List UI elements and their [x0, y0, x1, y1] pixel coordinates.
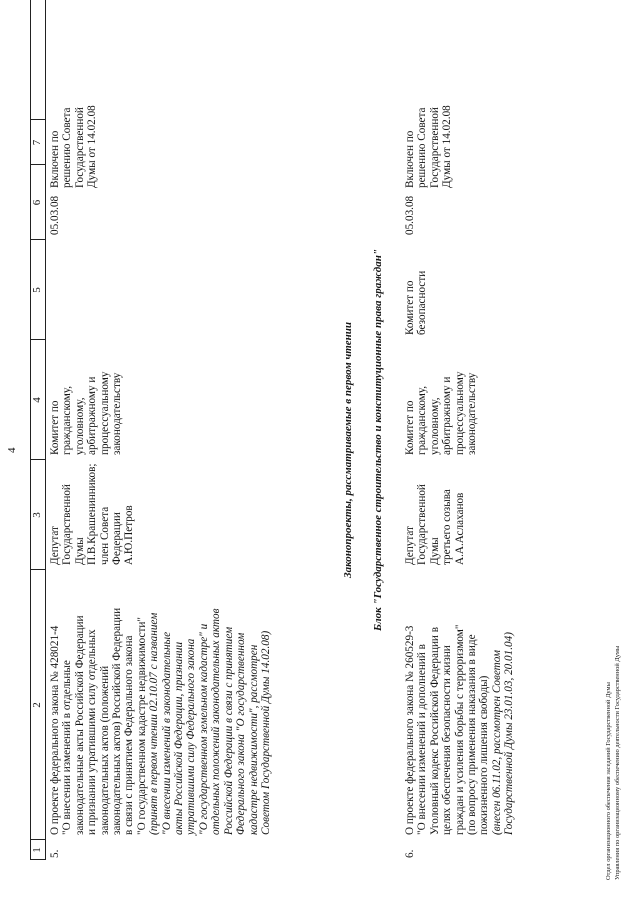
- row-6-number: 6.: [404, 849, 416, 858]
- col-header-4: 4: [31, 397, 43, 403]
- col-header-2: 2: [31, 702, 43, 708]
- row-6-title-status: (внесен 06.11.02, рассмотрен Советом Государственной Думы 23.01.03, 20.01.04): [490, 632, 516, 835]
- row-6-committee: Комитет по гражданскому, уголовному, арбитражному и процессуальному законодательству: [404, 371, 479, 455]
- row-5-note: Включен по решению Совета Государственной Думы от 14.02.08: [49, 105, 99, 188]
- row-5-date: 05.03.08: [49, 195, 61, 235]
- block-heading: Блок "Государственное строительство и конституционные права граждан": [372, 249, 384, 631]
- row-6-author: Депутат Государственной Думы третьего созыва А.А.Аслаханов: [404, 484, 466, 565]
- row-6-title: [404, 570, 516, 835]
- row-5-committee: Комитет по гражданскому, уголовному, арбитражному и процессуальному законодательству: [49, 371, 124, 455]
- col-header-5: 5: [31, 287, 43, 293]
- row-5-title-status: (принят в первом чтении 02.10.07 с названием "О внесении изменений в законодательные акты Российской Федерации, признании утратившими силу Федерального закона "О государственном земельном кадастре" и отдельных положений законодательных актов Российской Федерации в связи с принятием Федерального закона "О государственном кадастре недвижимости", рассмотрен Советом Государственной Думы 14.02.08): [148, 608, 272, 835]
- col-header-1: 1: [31, 847, 43, 853]
- table-header-bottom-border: [45, 0, 46, 860]
- row-5-title-text: О проекте федерального закона № 428021-4 "О внесении изменений в отдельные законодательные акты Российской Федерации и признании утратившими силу отдельных законодательных актов (положений законодательных актов) Российской Федерации в связи с принятием Федерального закона "О государственном кадастре недвижимости": [49, 607, 148, 835]
- row-5-number: 5.: [49, 849, 61, 858]
- row-6-date: 05.03.08: [404, 195, 416, 235]
- row-6-note: Включен по решению Совета Государственной Думы от 14.02.08: [404, 105, 454, 188]
- row-5-title: [49, 570, 272, 835]
- row-6-title-text: О проекте федерального закона № 260529-3 "О внесении изменений и дополнений в Уголовный кодекс Российской Федерации в целях обеспечения безопасности жизни граждан и усиления борьбы с терроризмом" (по вопросу применения наказания в виде пожизненного лишения свободы): [404, 624, 491, 835]
- col-header-3: 3: [31, 512, 43, 518]
- col-header-7: 7: [31, 139, 43, 146]
- section-heading: Законопроекты, рассматриваемые в первом чтении: [342, 322, 354, 578]
- page-number: 4: [6, 447, 18, 453]
- row-5-author: Депутат Государственной Думы П.В.Крашенинников; член Совета Федерации А.Ю.Петров: [49, 463, 136, 565]
- footer-department: Отдел организационного обеспечения заседаний Государственной Думы Управления по организационному обеспечению деятельности Государственной Думы: [605, 645, 621, 880]
- row-6-co-committee: Комитет по безопасности: [404, 270, 429, 335]
- col-header-6: 6: [31, 199, 43, 206]
